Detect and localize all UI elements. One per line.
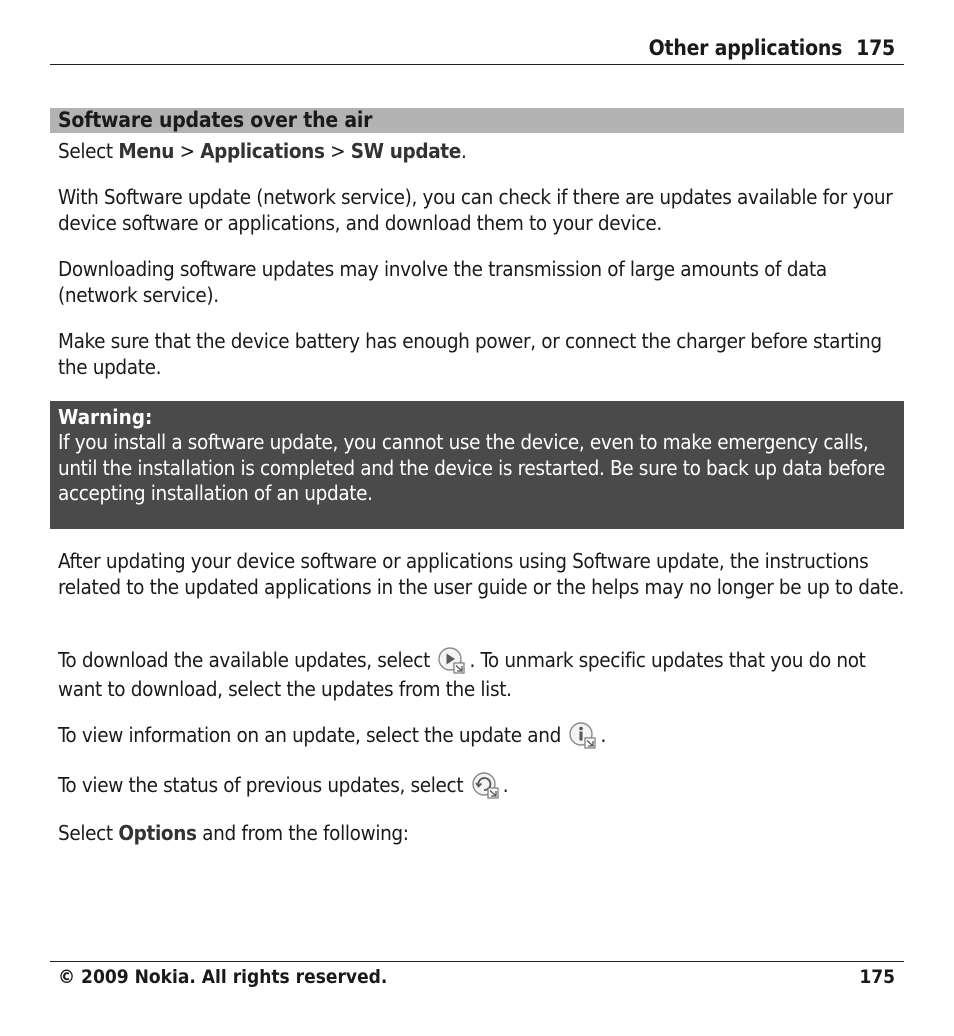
data-cost-paragraph: Downloading software updates may involve the transmission of large amounts of data (network service). — [58, 257, 827, 307]
download-text-after: . To unmark specific updates that you do not want to download, select the updates from the list. — [58, 648, 866, 701]
path-separator: > — [174, 139, 201, 163]
options-text-after: and from the following: — [196, 821, 409, 845]
status-text-before: To view the status of previous updates, select — [58, 773, 469, 797]
info-icon — [568, 721, 598, 751]
info-paragraph — [58, 721, 908, 751]
options-label: Options — [118, 821, 197, 845]
options-text-before: Select — [58, 821, 119, 845]
page-header — [50, 36, 904, 65]
footer-copyright: © 2009 Nokia. All rights reserved. — [58, 966, 388, 988]
info-text-before: To view information on an update, select the update and — [58, 723, 567, 747]
path-suffix: . — [460, 139, 467, 163]
path-prefix: Select — [58, 139, 119, 163]
warning-text: If you install a software update, you cannot use the device, even to make emergency calls, until the installation is completed and the device is restarted. Be sure to back up data before accepting installation of an update. — [58, 430, 886, 505]
header-page-number: 175 — [856, 36, 895, 60]
options-paragraph — [58, 820, 908, 846]
play-download-icon — [437, 646, 467, 676]
info-text-after: . — [600, 723, 606, 747]
warning-box — [50, 401, 904, 529]
after-update-paragraph: After updating your device software or applications using Software update, the instructions related to the updated applications in the user guide or the helps may no longer be up to date. — [58, 549, 905, 599]
menu-path — [58, 138, 908, 164]
intro-paragraph: With Software update (network service), you can check if there are updates available for your device software or applications, and download them to your device. — [58, 185, 893, 235]
path-separator: > — [324, 139, 351, 163]
path-sw-update: SW update — [350, 139, 461, 163]
header-title: Other applications — [648, 36, 843, 60]
path-applications: Applications — [200, 139, 325, 163]
page-footer — [50, 961, 904, 992]
status-paragraph — [58, 771, 908, 801]
path-menu: Menu — [118, 139, 175, 163]
section-title: Software updates over the air — [58, 108, 373, 132]
section-heading-bar — [50, 108, 904, 133]
footer-page-number: 175 — [859, 966, 895, 988]
download-paragraph — [58, 646, 908, 703]
warning-title: Warning: — [58, 405, 153, 429]
battery-paragraph: Make sure that the device battery has enough power, or connect the charger before starting the update. — [58, 329, 882, 379]
status-text-after: . — [502, 773, 509, 797]
download-text-before: To download the available updates, select — [58, 648, 436, 672]
update-history-icon — [471, 771, 501, 801]
